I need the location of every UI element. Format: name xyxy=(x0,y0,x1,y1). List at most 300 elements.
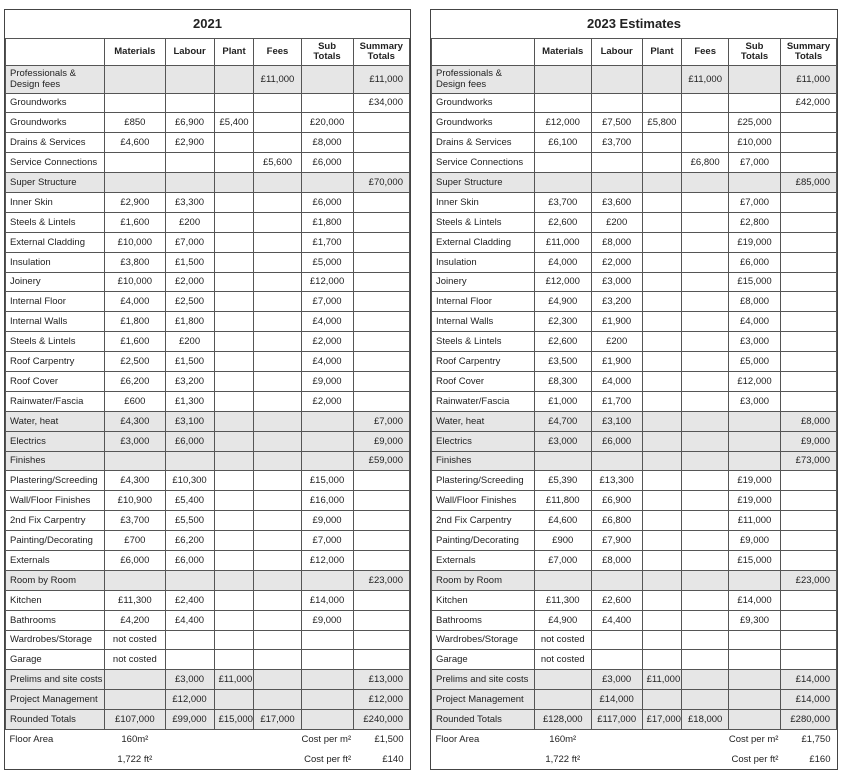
table-row xyxy=(432,550,837,570)
materials-cell: £2,900 xyxy=(105,192,165,212)
summary-total-cell xyxy=(780,133,836,153)
table-row xyxy=(432,272,837,292)
labour-cell: £3,200 xyxy=(165,371,214,391)
plant-cell xyxy=(642,471,682,491)
summary-total-cell xyxy=(353,292,409,312)
plant-cell: £15,000 xyxy=(214,710,254,730)
sub-total-cell: £11,000 xyxy=(729,511,781,531)
header-row xyxy=(6,38,410,65)
materials-cell xyxy=(105,670,165,690)
fees-cell xyxy=(254,371,301,391)
summary-total-cell xyxy=(353,332,409,352)
labour-cell: £4,000 xyxy=(591,371,642,391)
fees-cell xyxy=(254,630,301,650)
materials-cell: £4,900 xyxy=(534,610,591,630)
sub-total-cell xyxy=(301,570,353,590)
materials-cell: £2,600 xyxy=(534,212,591,232)
summary-total-cell: £59,000 xyxy=(353,451,409,471)
labour-cell: £200 xyxy=(165,212,214,232)
sub-total-cell: £7,000 xyxy=(729,153,781,173)
materials-cell xyxy=(534,173,591,193)
fees-cell xyxy=(254,491,301,511)
sub-total-cell xyxy=(729,173,781,193)
materials-cell: £11,000 xyxy=(534,232,591,252)
labour-cell xyxy=(591,153,642,173)
sub-total-cell: £15,000 xyxy=(729,272,781,292)
table-row xyxy=(6,610,410,630)
fees-cell xyxy=(682,232,729,252)
plant-cell xyxy=(642,511,682,531)
materials-cell: £4,300 xyxy=(105,411,165,431)
sub-total-cell xyxy=(729,93,781,113)
fees-cell xyxy=(682,670,729,690)
summary-total-cell xyxy=(353,133,409,153)
row-label: Groundworks xyxy=(432,113,535,133)
labour-cell xyxy=(165,570,214,590)
labour-cell: £7,900 xyxy=(591,531,642,551)
fees-cell xyxy=(682,252,729,272)
row-label: Steels & Lintels xyxy=(432,212,535,232)
table-row xyxy=(432,153,837,173)
fees-cell: £5,600 xyxy=(254,153,301,173)
summary-total-cell: £7,000 xyxy=(353,411,409,431)
cost-per-m2-value: £1,500 xyxy=(353,730,409,750)
materials-cell xyxy=(105,451,165,471)
fees-cell xyxy=(682,93,729,113)
plant-cell xyxy=(214,312,254,332)
sub-total-cell xyxy=(301,670,353,690)
summary-total-cell xyxy=(353,650,409,670)
sub-total-cell: £6,000 xyxy=(301,153,353,173)
plant-cell: £11,000 xyxy=(642,670,682,690)
summary-total-cell xyxy=(780,610,836,630)
table-row xyxy=(6,371,410,391)
table-row xyxy=(432,113,837,133)
sub-total-cell xyxy=(301,431,353,451)
plant-cell xyxy=(642,252,682,272)
fees-cell xyxy=(254,192,301,212)
plant-cell xyxy=(642,332,682,352)
table-row xyxy=(6,133,410,153)
table-row xyxy=(6,312,410,332)
labour-cell xyxy=(165,451,214,471)
materials-cell xyxy=(105,173,165,193)
fees-cell xyxy=(254,312,301,332)
fees-cell xyxy=(682,451,729,471)
sub-total-cell: £4,000 xyxy=(301,352,353,372)
spacer xyxy=(591,730,682,750)
table-row xyxy=(432,212,837,232)
sub-total-cell xyxy=(301,650,353,670)
labour-cell: £3,300 xyxy=(165,192,214,212)
row-label: Kitchen xyxy=(6,590,105,610)
fees-cell xyxy=(254,252,301,272)
materials-cell: £8,300 xyxy=(534,371,591,391)
plant-cell xyxy=(214,590,254,610)
fees-cell xyxy=(254,431,301,451)
table-row xyxy=(432,93,837,113)
row-label: Externals xyxy=(6,550,105,570)
section-row xyxy=(432,173,837,193)
summary-total-cell xyxy=(353,511,409,531)
sub-total-cell: £14,000 xyxy=(729,590,781,610)
sub-total-cell: £9,000 xyxy=(301,371,353,391)
row-label: Wardrobes/Storage xyxy=(432,630,535,650)
materials-cell: £4,600 xyxy=(105,133,165,153)
labour-cell: £6,900 xyxy=(591,491,642,511)
floor-area-label: Floor Area xyxy=(432,730,535,750)
labour-cell: £6,000 xyxy=(165,550,214,570)
labour-cell: £2,600 xyxy=(591,590,642,610)
sub-total-cell: £19,000 xyxy=(729,471,781,491)
materials-cell xyxy=(105,65,165,93)
sub-total-cell xyxy=(729,650,781,670)
section-row xyxy=(6,670,410,690)
summary-total-cell xyxy=(353,471,409,491)
sub-total-cell: £9,000 xyxy=(301,511,353,531)
floor-area-label: Floor Area xyxy=(6,730,105,750)
materials-cell: £3,000 xyxy=(105,431,165,451)
materials-cell: £6,100 xyxy=(534,133,591,153)
fees-cell xyxy=(254,670,301,690)
column-header: Summary Totals xyxy=(353,38,409,65)
fees-cell xyxy=(682,212,729,232)
floor-area-ft-row xyxy=(432,749,837,769)
sub-total-cell xyxy=(729,65,781,93)
row-label: Prelims and site costs xyxy=(6,670,105,690)
labour-cell: £3,000 xyxy=(591,670,642,690)
labour-cell: £6,000 xyxy=(591,431,642,451)
plant-cell: £5,400 xyxy=(214,113,254,133)
sub-total-cell xyxy=(729,451,781,471)
labour-cell: £2,000 xyxy=(591,252,642,272)
summary-total-cell xyxy=(780,312,836,332)
column-header: Plant xyxy=(214,38,254,65)
plant-cell xyxy=(214,511,254,531)
plant-cell xyxy=(214,391,254,411)
fees-cell xyxy=(682,312,729,332)
plant-cell xyxy=(214,133,254,153)
fees-cell xyxy=(682,113,729,133)
fees-cell xyxy=(254,690,301,710)
sub-total-cell xyxy=(729,670,781,690)
sub-total-cell: £15,000 xyxy=(301,471,353,491)
row-label: Wall/Floor Finishes xyxy=(6,491,105,511)
row-label: Garage xyxy=(432,650,535,670)
table-row xyxy=(432,133,837,153)
summary-total-cell xyxy=(353,590,409,610)
table-title: 2021 xyxy=(6,10,410,38)
labour-cell: £6,000 xyxy=(165,431,214,451)
column-header: Labour xyxy=(591,38,642,65)
section-row xyxy=(432,411,837,431)
table-row xyxy=(432,232,837,252)
materials-cell xyxy=(534,451,591,471)
labour-cell: £1,900 xyxy=(591,312,642,332)
materials-cell: £6,200 xyxy=(105,371,165,391)
row-label: Joinery xyxy=(6,272,105,292)
table-row xyxy=(432,511,837,531)
row-label: Water, heat xyxy=(432,411,535,431)
table-row xyxy=(6,550,410,570)
materials-cell: £2,500 xyxy=(105,352,165,372)
materials-cell: £11,300 xyxy=(534,590,591,610)
table-2023-estimates xyxy=(430,9,838,770)
table-row xyxy=(6,491,410,511)
row-label: Professionals & Design fees xyxy=(6,65,105,93)
materials-cell: £600 xyxy=(105,391,165,411)
row-label: Groundworks xyxy=(432,93,535,113)
plant-cell xyxy=(214,93,254,113)
cost-per-m2-label: Cost per m² xyxy=(254,730,353,750)
section-row xyxy=(6,65,410,93)
fees-cell xyxy=(254,451,301,471)
summary-total-cell xyxy=(780,371,836,391)
plant-cell xyxy=(642,65,682,93)
row-label: Groundworks xyxy=(6,93,105,113)
summary-total-cell xyxy=(780,511,836,531)
summary-total-cell: £85,000 xyxy=(780,173,836,193)
sub-total-cell: £14,000 xyxy=(301,590,353,610)
labour-cell: £1,500 xyxy=(165,352,214,372)
table-row xyxy=(432,650,837,670)
summary-total-cell: £23,000 xyxy=(780,570,836,590)
summary-total-cell xyxy=(353,491,409,511)
materials-cell: £7,000 xyxy=(534,550,591,570)
labour-cell: £2,000 xyxy=(165,272,214,292)
materials-cell xyxy=(534,690,591,710)
materials-cell: £4,300 xyxy=(105,471,165,491)
plant-cell xyxy=(642,192,682,212)
summary-total-cell: £13,000 xyxy=(353,670,409,690)
cost-per-ft2-value: £140 xyxy=(382,753,404,765)
table-row xyxy=(6,192,410,212)
floor-area-ft-row xyxy=(6,749,410,769)
summary-total-cell: £23,000 xyxy=(353,570,409,590)
summary-total-cell xyxy=(353,232,409,252)
summary-total-cell xyxy=(353,212,409,232)
spacer xyxy=(432,749,535,769)
labour-cell: £10,300 xyxy=(165,471,214,491)
plant-cell xyxy=(214,173,254,193)
materials-cell: £6,000 xyxy=(105,550,165,570)
plant-cell xyxy=(642,411,682,431)
fees-cell xyxy=(682,192,729,212)
fees-cell xyxy=(682,650,729,670)
row-label: Finishes xyxy=(6,451,105,471)
section-row xyxy=(432,451,837,471)
row-label: Internal Floor xyxy=(432,292,535,312)
fees-cell xyxy=(682,550,729,570)
plant-cell xyxy=(214,550,254,570)
table-title-row xyxy=(6,10,410,38)
materials-cell: £10,000 xyxy=(105,272,165,292)
summary-total-cell xyxy=(353,153,409,173)
sub-total-cell xyxy=(729,431,781,451)
plant-cell xyxy=(642,312,682,332)
summary-total-cell xyxy=(353,113,409,133)
table-row xyxy=(432,192,837,212)
labour-cell: £2,400 xyxy=(165,590,214,610)
section-row xyxy=(432,65,837,93)
row-label: Rainwater/Fascia xyxy=(6,391,105,411)
sub-total-cell xyxy=(301,630,353,650)
floor-area-row xyxy=(432,730,837,750)
row-label: Bathrooms xyxy=(6,610,105,630)
table-row xyxy=(6,292,410,312)
summary-total-cell: £73,000 xyxy=(780,451,836,471)
row-label: Roof Carpentry xyxy=(432,352,535,372)
labour-cell: £14,000 xyxy=(591,690,642,710)
plant-cell: £17,000 xyxy=(642,710,682,730)
fees-cell xyxy=(254,272,301,292)
table-row xyxy=(6,93,410,113)
sub-total-cell: £15,000 xyxy=(729,550,781,570)
plant-cell xyxy=(214,451,254,471)
plant-cell xyxy=(214,531,254,551)
column-header: Labour xyxy=(165,38,214,65)
materials-cell xyxy=(534,570,591,590)
cost-per-ft2-label: Cost per ft² xyxy=(731,753,779,765)
table-row xyxy=(432,371,837,391)
summary-total-cell xyxy=(353,252,409,272)
section-row xyxy=(432,570,837,590)
row-label: 2nd Fix Carpentry xyxy=(432,511,535,531)
sub-total-cell: £2,000 xyxy=(301,332,353,352)
table-row xyxy=(6,630,410,650)
sub-total-cell: £25,000 xyxy=(729,113,781,133)
materials-cell: £4,200 xyxy=(105,610,165,630)
sub-total-cell: £6,000 xyxy=(729,252,781,272)
row-label: Rainwater/Fascia xyxy=(432,391,535,411)
materials-cell: £4,900 xyxy=(534,292,591,312)
summary-total-cell xyxy=(780,491,836,511)
fees-cell xyxy=(682,491,729,511)
summary-total-cell: £34,000 xyxy=(353,93,409,113)
fees-cell xyxy=(254,113,301,133)
plant-cell xyxy=(642,173,682,193)
labour-cell: £3,200 xyxy=(591,292,642,312)
column-header: Sub Totals xyxy=(301,38,353,65)
row-label: Water, heat xyxy=(6,411,105,431)
row-label: Electrics xyxy=(6,431,105,451)
section-row xyxy=(6,411,410,431)
section-row xyxy=(6,451,410,471)
row-label: Roof Carpentry xyxy=(6,352,105,372)
sub-total-cell: £12,000 xyxy=(301,272,353,292)
row-label: Wall/Floor Finishes xyxy=(432,491,535,511)
sub-total-cell: £3,000 xyxy=(729,332,781,352)
sub-total-cell: £4,000 xyxy=(729,312,781,332)
materials-cell: £3,500 xyxy=(534,352,591,372)
summary-total-cell xyxy=(780,471,836,491)
labour-cell xyxy=(591,451,642,471)
row-label: Internal Walls xyxy=(6,312,105,332)
row-label: 2nd Fix Carpentry xyxy=(6,511,105,531)
materials-cell: £3,000 xyxy=(534,431,591,451)
table-row xyxy=(432,292,837,312)
floor-area-m2: 160m² xyxy=(105,730,165,750)
labour-cell: £5,400 xyxy=(165,491,214,511)
plant-cell xyxy=(214,570,254,590)
plant-cell xyxy=(214,690,254,710)
cost-table xyxy=(5,10,410,769)
labour-cell: £2,500 xyxy=(165,292,214,312)
summary-total-cell xyxy=(353,630,409,650)
spacer xyxy=(591,749,682,769)
plant-cell xyxy=(642,272,682,292)
plant-cell xyxy=(214,630,254,650)
section-row xyxy=(6,710,410,730)
table-row xyxy=(6,650,410,670)
labour-cell xyxy=(591,630,642,650)
labour-cell xyxy=(591,93,642,113)
fees-cell xyxy=(254,511,301,531)
labour-cell: £5,500 xyxy=(165,511,214,531)
fees-cell xyxy=(254,232,301,252)
materials-cell xyxy=(105,153,165,173)
sub-total-cell xyxy=(729,570,781,590)
sub-total-cell: £8,000 xyxy=(301,133,353,153)
sub-total-cell: £10,000 xyxy=(729,133,781,153)
table-row xyxy=(432,332,837,352)
sub-total-cell: £1,700 xyxy=(301,232,353,252)
materials-cell: £1,600 xyxy=(105,212,165,232)
row-label: Wardrobes/Storage xyxy=(6,630,105,650)
table-row xyxy=(6,531,410,551)
row-label: Garage xyxy=(6,650,105,670)
summary-total-cell xyxy=(780,590,836,610)
plant-cell xyxy=(214,292,254,312)
plant-cell xyxy=(642,531,682,551)
labour-cell xyxy=(591,650,642,670)
materials-cell: £12,000 xyxy=(534,272,591,292)
table-row xyxy=(6,212,410,232)
fees-cell xyxy=(254,352,301,372)
cost-per-ft2-label: Cost per ft² xyxy=(304,753,352,765)
plant-cell xyxy=(214,272,254,292)
labour-cell: £117,000 xyxy=(591,710,642,730)
labour-cell: £7,500 xyxy=(591,113,642,133)
plant-cell xyxy=(642,451,682,471)
fees-cell xyxy=(682,352,729,372)
labour-cell: £200 xyxy=(591,332,642,352)
materials-cell: £11,300 xyxy=(105,590,165,610)
fees-cell xyxy=(254,391,301,411)
column-header xyxy=(6,38,105,65)
sub-total-cell xyxy=(729,690,781,710)
materials-cell: £10,900 xyxy=(105,491,165,511)
table-row xyxy=(432,590,837,610)
materials-cell xyxy=(105,570,165,590)
materials-cell: £4,000 xyxy=(534,252,591,272)
column-header: Materials xyxy=(105,38,165,65)
summary-total-cell xyxy=(780,192,836,212)
plant-cell xyxy=(642,352,682,372)
plant-cell xyxy=(642,133,682,153)
table-row xyxy=(6,511,410,531)
sub-total-cell: £1,800 xyxy=(301,212,353,232)
sub-total-cell: £9,000 xyxy=(729,531,781,551)
fees-cell xyxy=(682,690,729,710)
sub-total-cell: £3,000 xyxy=(729,391,781,411)
summary-total-cell: £14,000 xyxy=(780,670,836,690)
summary-total-cell: £42,000 xyxy=(780,93,836,113)
labour-cell xyxy=(165,173,214,193)
fees-cell: £17,000 xyxy=(254,710,301,730)
labour-cell xyxy=(165,153,214,173)
cost-table xyxy=(431,10,837,769)
